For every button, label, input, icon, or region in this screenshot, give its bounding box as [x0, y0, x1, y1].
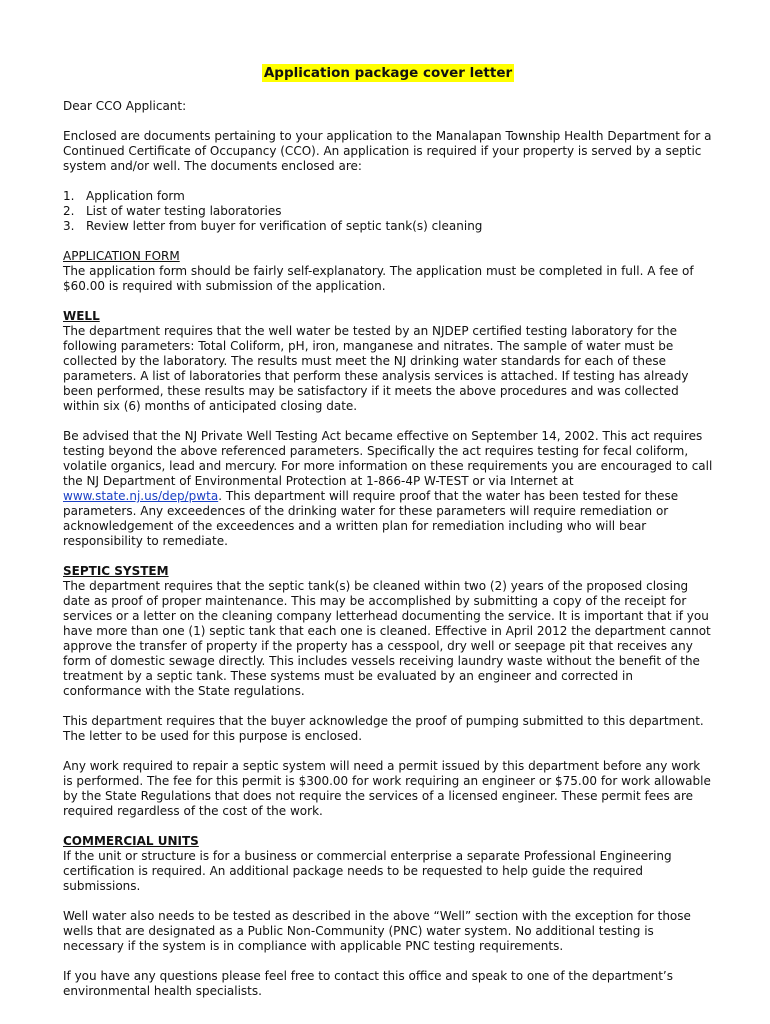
application-form-section	[63, 249, 713, 294]
letter-page	[63, 64, 713, 1014]
pwta-link[interactable]: www.state.nj.us/dep/pwta	[63, 489, 219, 503]
list-item	[63, 189, 713, 204]
septic-body: The department requires that the septic tank(s) be cleaned within two (2) years of the proposed closing date as proof of proper maintenance. This may be accomplished by submitting a copy of the receipt for services or a letter on the cleaning company letterhead documenting the service. It is important that if you have more than one (1) septic tank that each one is cleaned. Effective in April 2012 the department cannot approve the transfer of property if the property has a cesspool, dry well or seepage pit that receives any form of domestic sewage directly. This includes vessels receiving laundry waste without the benefit of the treatment by a septic tank. These systems must be evaluated by an engineer and corrected in conformance with the State regulations.	[63, 579, 711, 698]
page-title: Application package cover letter	[263, 65, 513, 81]
commercial-heading: COMMERCIAL UNITS	[63, 834, 199, 848]
list-item-number: 1.	[63, 189, 75, 203]
documents-list	[63, 189, 713, 234]
list-item	[63, 204, 713, 219]
commercial-section	[63, 834, 713, 894]
intro-paragraph: Enclosed are documents pertaining to your application to the Manalapan Township Health Department for a Continued Certificate of Occupancy (CCO). An application is required if your property is served by a septic system and/or well. The documents enclosed are:	[63, 129, 712, 173]
list-item-number: 2.	[63, 204, 75, 218]
well-advisory-paragraph	[63, 429, 713, 549]
septic-pumping-paragraph: This department requires that the buyer acknowledge the proof of pumping submitted to this department. The letter to be used for this purpose is enclosed.	[63, 714, 704, 743]
list-item-number: 3.	[63, 219, 75, 233]
well-advisory-text-continued: . This department will require proof that the water has been tested for these parameters. Any exceedences of the drinking water for these parameters will require remediation or acknowledgement of the exceedences and a written plan for remediation including who will bear responsibility to remediate.	[63, 489, 679, 548]
well-body: The department requires that the well water be tested by an NJDEP certified testing laboratory for the following parameters: Total Coliform, pH, iron, manganese and nitrates. The sample of water must be collected by the laboratory. The results must meet the NJ drinking water standards for each of these parameters. A list of laboratories that perform these analysis services is attached. If testing has already been performed, these results may be satisfactory if it meets the above procedures and was collected within six (6) months of anticipated closing date.	[63, 324, 689, 413]
application-form-body: The application form should be fairly self-explanatory. The application must be completed in full. A fee of $60.00 is required with submission of the application.	[63, 264, 694, 293]
application-form-heading: APPLICATION FORM	[63, 249, 180, 263]
list-item-text: Review letter from buyer for verification of septic tank(s) cleaning	[86, 219, 483, 233]
well-advisory-text: Be advised that the NJ Private Well Testing Act became effective on September 14, 2002. This act requires testing beyond the above referenced parameters. Specifically the act requires testing for fecal coliform, volatile organics, lead and mercury. For more information on these requirements you are encouraged to call the NJ Department of Environmental Protection at 1-866-4P W-TEST or via Internet at	[63, 429, 713, 488]
closing-paragraph: If you have any questions please feel free to contact this office and speak to one of the department’s environmental health specialists.	[63, 969, 673, 998]
list-item-text: Application form	[86, 189, 185, 203]
septic-permit-paragraph: Any work required to repair a septic system will need a permit issued by this department before any work is performed. The fee for this permit is $300.00 for work requiring an engineer or $75.00 for work allowable by the State Regulations that does not require the services of a licensed engineer. These permit fees are required regardless of the cost of the work.	[63, 759, 711, 818]
well-heading: WELL	[63, 309, 100, 323]
list-item	[63, 219, 713, 234]
list-item-text: List of water testing laboratories	[86, 204, 282, 218]
well-section	[63, 309, 713, 414]
septic-heading: SEPTIC SYSTEM	[63, 564, 169, 578]
title-wrap	[63, 64, 713, 82]
commercial-body: If the unit or structure is for a business or commercial enterprise a separate Professional Engineering certification is required. An additional package needs to be requested to help guide the required submissions.	[63, 849, 672, 893]
septic-section	[63, 564, 713, 699]
salutation: Dear CCO Applicant:	[63, 99, 187, 113]
commercial-well-paragraph: Well water also needs to be tested as described in the above “Well” section with the exception for those wells that are designated as a Public Non-Community (PNC) water system. No additional testing is necessary if the system is in compliance with applicable PNC testing requirements.	[63, 909, 691, 953]
